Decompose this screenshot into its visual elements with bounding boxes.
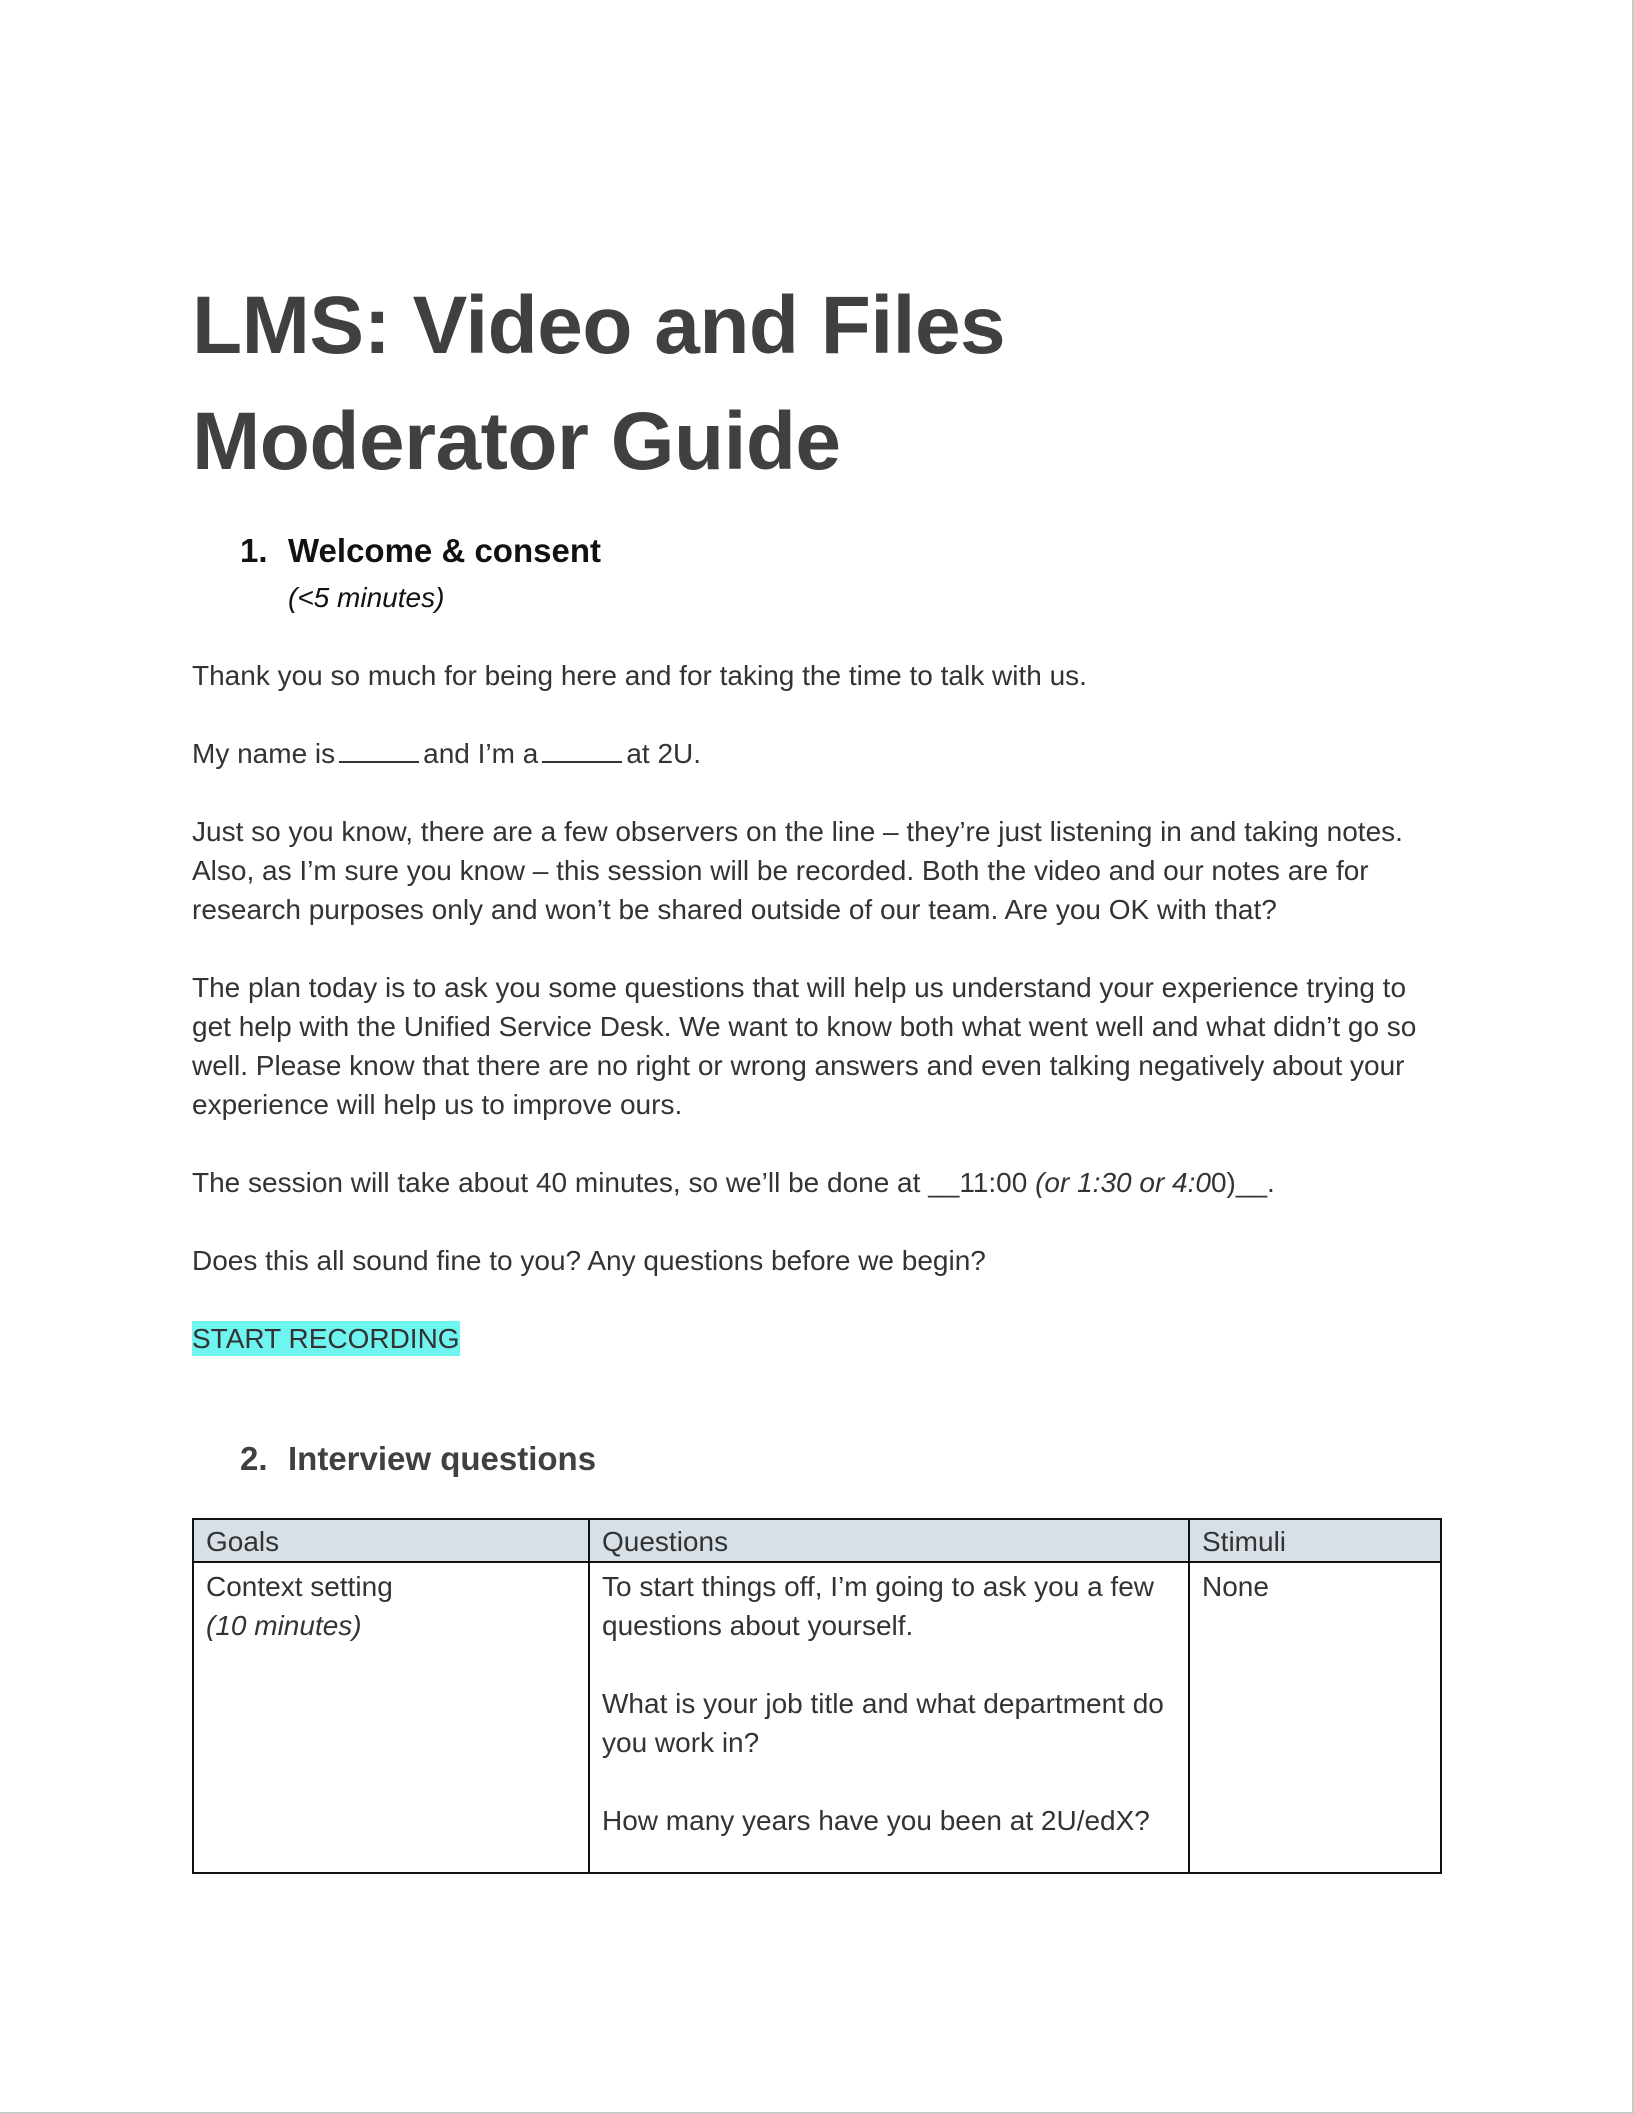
section-2-number: 2. bbox=[240, 1440, 268, 1477]
section-1-heading bbox=[192, 532, 1442, 570]
section-1-number: 1. bbox=[240, 532, 268, 569]
paragraph-thanks: Thank you so much for being here and for taking the time to talk with us. bbox=[192, 660, 1087, 691]
name-text-2: and I’m a bbox=[423, 738, 539, 769]
goal-text: Context setting bbox=[206, 1571, 393, 1602]
question-item: To start things off, I’m going to ask you a few questions about yourself. bbox=[602, 1571, 1154, 1641]
header-goals: Goals bbox=[193, 1519, 589, 1562]
table-row bbox=[193, 1562, 1441, 1873]
session-text-italic: (or 1:30 or 4:0 bbox=[1035, 1167, 1211, 1198]
paragraph-session-time bbox=[192, 1163, 1442, 1202]
header-questions: Questions bbox=[589, 1519, 1189, 1562]
session-text-2: 0)__. bbox=[1210, 1167, 1275, 1198]
table-header-row bbox=[193, 1519, 1441, 1562]
start-recording-highlight: START RECORDING bbox=[192, 1323, 460, 1354]
goal-cell bbox=[193, 1562, 589, 1873]
paragraph-name bbox=[192, 734, 1442, 773]
interview-table bbox=[192, 1518, 1442, 1874]
start-recording-line bbox=[192, 1319, 1442, 1358]
title-line-1: LMS: Video and Files bbox=[192, 280, 1006, 371]
paragraph-plan: The plan today is to ask you some questions that will help us understand your experience trying to get help with the Unified Service Desk. We want to know both what went well and what didn’t go so well. Please know that there are no right or wrong answers and even talking negatively about your experience will help us to improve ours. bbox=[192, 972, 1417, 1120]
stimuli-cell: None bbox=[1189, 1562, 1441, 1873]
question-item: What is your job title and what department do you work in? bbox=[602, 1688, 1164, 1758]
document-content bbox=[192, 268, 1442, 1874]
section-1-title: Welcome & consent bbox=[288, 532, 601, 569]
section-2-heading bbox=[192, 1440, 1442, 1478]
questions-cell bbox=[589, 1562, 1189, 1873]
section-2-title: Interview questions bbox=[288, 1440, 597, 1477]
paragraph-questions: Does this all sound fine to you? Any questions before we begin? bbox=[192, 1245, 986, 1276]
question-item: How many years have you been at 2U/edX? bbox=[602, 1805, 1150, 1836]
title-line-2: Moderator Guide bbox=[192, 396, 841, 487]
role-blank bbox=[542, 735, 622, 763]
goal-duration: (10 minutes) bbox=[206, 1610, 362, 1641]
name-text-3: at 2U. bbox=[626, 738, 702, 769]
name-blank bbox=[339, 735, 419, 763]
section-1-duration: (<5 minutes) bbox=[288, 582, 445, 613]
session-text-1: The session will take about 40 minutes, so we’ll be done at __11:00 bbox=[192, 1167, 1036, 1198]
name-text-1: My name is bbox=[192, 738, 336, 769]
document-title bbox=[192, 268, 1442, 500]
paragraph-observers: Just so you know, there are a few observers on the line – they’re just listening in and taking notes. Also, as I’m sure you know – this session will be recorded. Both the video and our notes are for research purposes only and won’t be shared outside of our team. Are you OK with that? bbox=[192, 816, 1403, 925]
header-stimuli: Stimuli bbox=[1189, 1519, 1441, 1562]
